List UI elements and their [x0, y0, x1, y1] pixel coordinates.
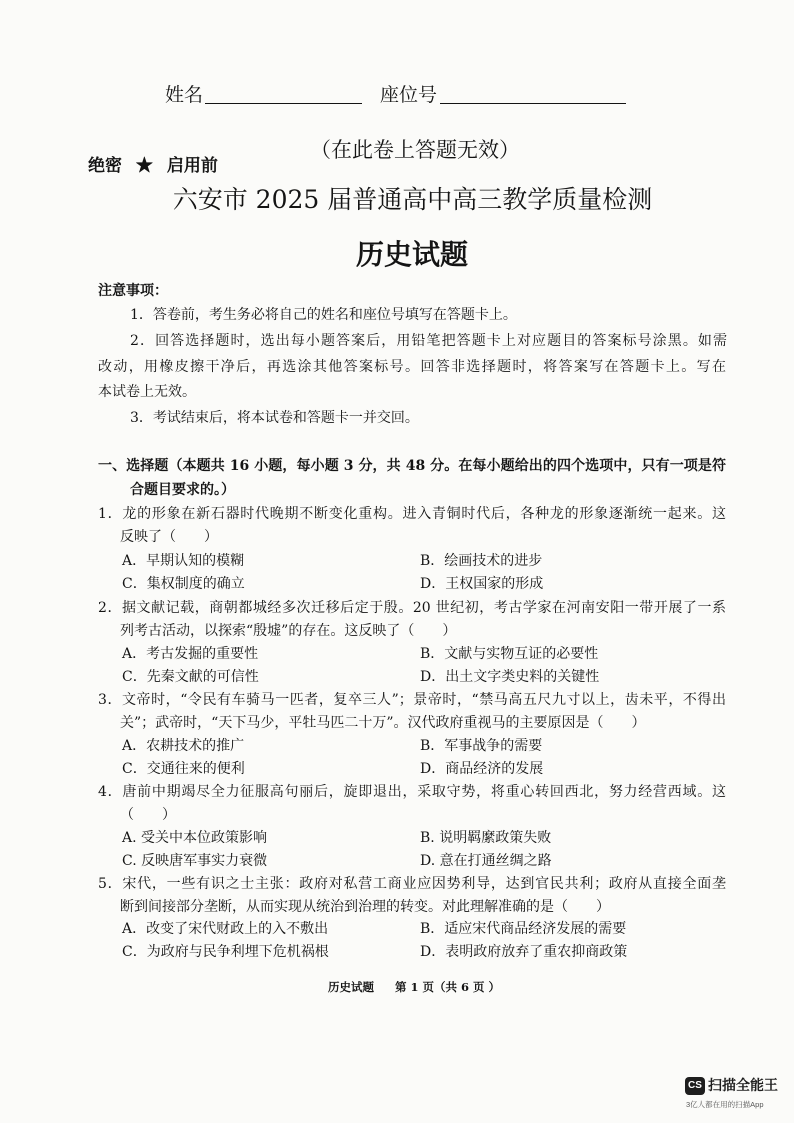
subject-title: 历史试题	[355, 238, 468, 271]
notice-heading: 注意事项：	[98, 283, 168, 299]
question-1-stem: 1．龙的形象在新石器时代晚期不断变化重构。进入青铜时代后，各种龙的形象逐渐统一起来。这	[98, 506, 726, 522]
question-1-option-c: C．集权制度的确立	[122, 576, 245, 592]
exam-title: 六安市 2025 届普通高中高三教学质量检测	[172, 185, 653, 214]
notice-line: 3．考试结束后，将本试卷和答题卡一并交回。	[130, 410, 419, 426]
question-3-option-d: D．商品经济的发展	[420, 761, 544, 777]
secret-mark: 绝密 ★ 启用前	[88, 156, 218, 176]
question-1-stem-cont: 反映了（ ）	[120, 529, 218, 545]
question-1-option-b: B．绘画技术的进步	[420, 553, 543, 569]
invalid-answer-note: （在此卷上答题无效）	[310, 138, 520, 162]
question-3-option-c: C．交通往来的便利	[122, 761, 245, 777]
question-5-option-a: A．改变了宋代财政上的入不敷出	[122, 921, 329, 937]
question-4-stem: 4．唐前中期竭尽全力征服高句丽后，旋即退出，采取守势，将重心转回西北，努力经营西域。这	[98, 784, 726, 800]
question-1-option-d: D．王权国家的形成	[420, 576, 544, 592]
section-heading-cont: 合题目要求的。）	[130, 482, 235, 498]
question-3-option-b: B．军事战争的需要	[420, 738, 543, 754]
question-2-option-b: B．文献与实物互证的必要性	[420, 646, 599, 662]
camscanner-logo-icon: CS	[685, 1077, 705, 1095]
section-heading: 一、选择题（本题共 16 小题，每小题 3 分，共 48 分。在每小题给出的四个选项中，只有一项是符	[98, 458, 726, 474]
question-5-option-b: B．适应宋代商品经济发展的需要	[420, 921, 627, 937]
seat-label: 座位号	[380, 84, 438, 106]
question-4-option-c: C. 反映唐军事实力衰微	[122, 853, 268, 869]
question-3-option-a: A．农耕技术的推广	[122, 738, 245, 754]
camscanner-brand: 扫描全能王	[708, 1078, 778, 1094]
question-4-option-d: D. 意在打通丝绸之路	[420, 853, 552, 869]
question-2-stem: 2．据文献记载，商朝都城经多次迁移后定于殷。20 世纪初，考古学家在河南安阳一带开展了一系	[98, 600, 726, 616]
question-1-option-a: A．早期认知的模糊	[122, 553, 245, 569]
question-5-option-d: D．表明政府放弃了重农抑商政策	[420, 944, 628, 960]
question-3-stem-cont: 关”；武帝时，“天下马少，平牡马匹二十万”。汉代政府重视马的主要原因是（ ）	[120, 715, 646, 731]
question-2-option-d: D．出土文字类史料的关键性	[420, 669, 600, 685]
notice-line: 改动，用橡皮擦干净后，再选涂其他答案标号。回答非选择题时，将答案写在答题卡上。写在	[98, 359, 726, 375]
question-4-option-a: A. 受关中本位政策影响	[122, 830, 268, 846]
question-2-option-a: A．考古发掘的重要性	[122, 646, 259, 662]
seat-blank-line	[440, 103, 626, 104]
question-3-stem: 3．文帝时，“令民有车骑马一匹者，复卒三人”；景帝时，“禁马高五尺九寸以上，齿未平，不得出	[98, 692, 726, 708]
question-5-stem-cont: 断到间接部分垄断，从而实现从统治到治理的转变。对此理解准确的是（ ）	[120, 899, 610, 915]
name-label: 姓名	[165, 84, 204, 106]
notice-line: 1．答卷前，考生务必将自己的姓名和座位号填写在答题卡上。	[130, 307, 517, 323]
name-blank-line	[205, 103, 362, 104]
question-4-stem-cont: （ ）	[120, 807, 176, 823]
footer-subject: 历史试题	[328, 980, 374, 994]
question-2-option-c: C．先秦文献的可信性	[122, 669, 259, 685]
notice-line: 2．回答选择题时，选出每小题答案后，用铅笔把答题卡上对应题目的答案标号涂黑。如需	[130, 333, 727, 349]
camscanner-tagline: 3亿人都在用的扫描App	[686, 1100, 764, 1109]
question-5-option-c: C．为政府与民争利埋下危机祸根	[122, 944, 329, 960]
footer-page-info: 第 1 页（共 6 页 ）	[395, 980, 501, 994]
question-2-stem-cont: 列考古活动，以探索“殷墟”的存在。这反映了（ ）	[120, 623, 457, 639]
question-4-option-b: B. 说明羁縻政策失败	[420, 830, 552, 846]
notice-line: 本试卷上无效。	[98, 384, 196, 400]
question-5-stem: 5．宋代，一些有识之士主张：政府对私营工商业应因势利导，达到官民共利；政府从直接全面垄	[98, 876, 726, 892]
